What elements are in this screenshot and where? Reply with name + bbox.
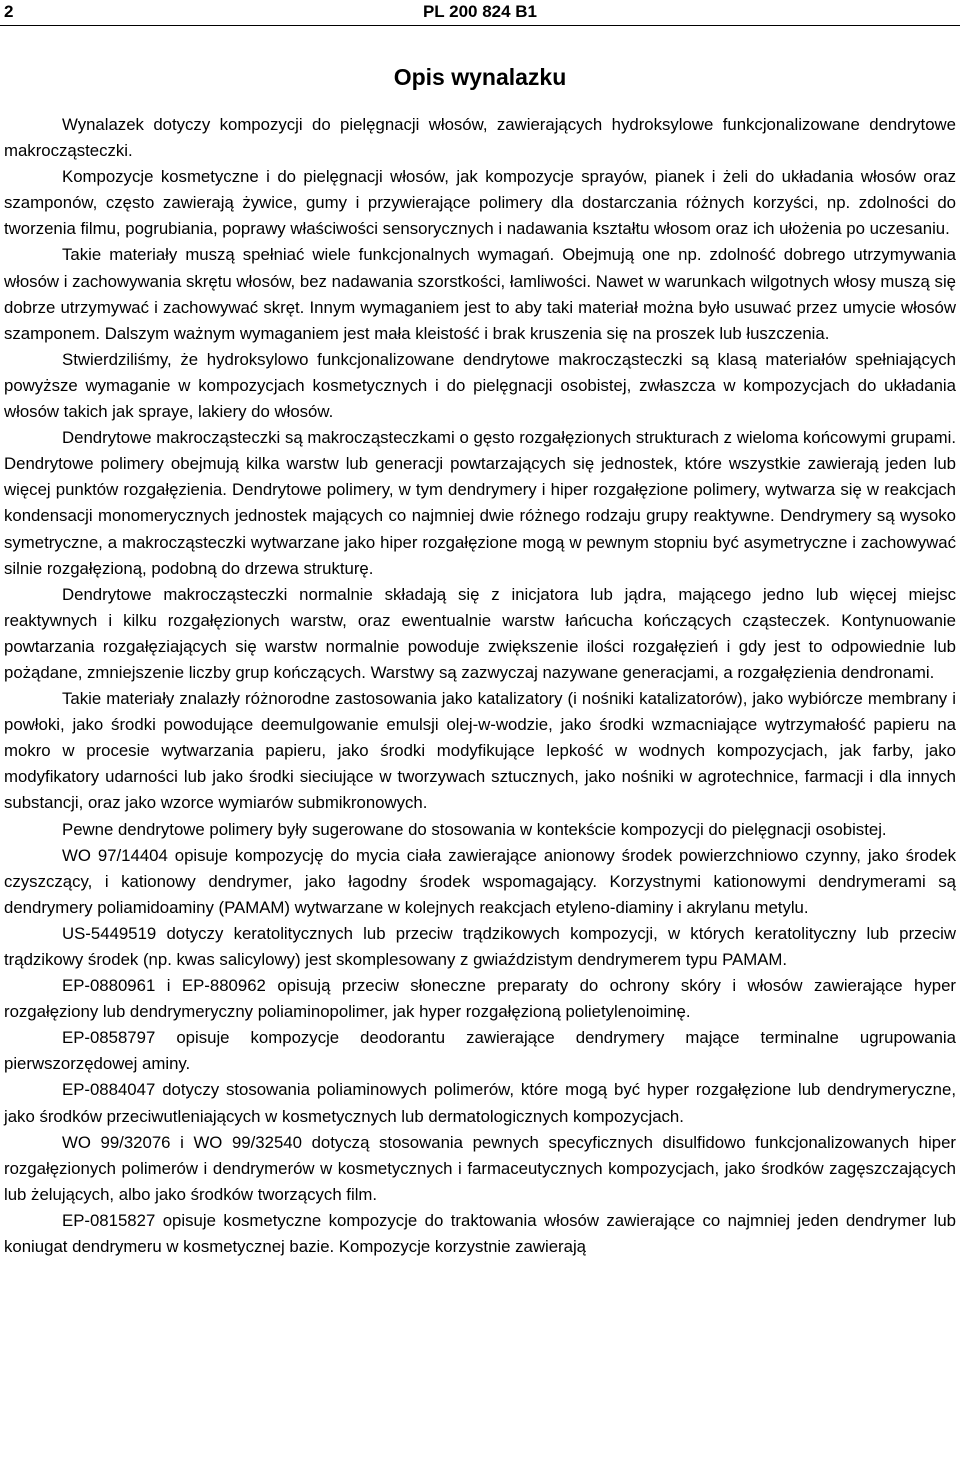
paragraph: WO 99/32076 i WO 99/32540 dotyczą stosowania pewnych specyficznych disulfidowo funkcjonalizowanych hiper rozgałęzionych polimerów i dendrymerów w kosmetycznych i farmaceutycznych kompozycjach, jako środków zagęszczających lub żelujących, albo jako środków tworzących film.	[4, 1132, 956, 1204]
paragraph: EP-0815827 opisuje kosmetyczne kompozycje do traktowania włosów zawierające co najmniej jeden dendrymer lub koniugat dendrymeru w kosmetycznej bazie. Kompozycje korzystnie zawierają	[4, 1210, 956, 1257]
paragraph: US-5449519 dotyczy keratolitycznych lub przeciw trądzikowych kompozycji, w których keratolityczny lub przeciw trądzikowy środek (np. kwas salicylowy) jest skomplesowany z gwiaździstym dendrymerem typu PAMAM.	[4, 923, 956, 969]
paragraph: EP-0884047 dotyczy stosowania poliaminowych polimerów, które mogą być hyper rozgałęzione lub dendrymeryczne, jako środków przeciwutleniających w kosmetycznych lub dermatologicznych kompozycjach.	[4, 1080, 956, 1126]
page-number: 2	[4, 2, 14, 21]
paragraph: Dendrytowe makrocząsteczki są makrocząsteczkami o gęsto rozgałęzionych strukturach z wieloma końcowymi grupami. Dendrytowe polimery obejmują kilka warstw lub generacji powtarzających się jednostek, które wszystkie zawierają jeden lub więcej punktów rozgałęzienia. Dendrytowe polimery, w tym dendrymery i hiper rozgałęzione polimery, wytwarza się w reakcjach kondensacji monomerycznych jednostek mających co najmniej dwie różnego rodzaju grupy reaktywne. Dendrymery są wysoko symetryczne, a makrocząsteczki wytwarzane jako hiper rozgałęzione mogą w pewnym stopniu być asymetryczne i zachowywać silnie rozgałęzioną, podobną do drzewa strukturę.	[4, 428, 956, 578]
document-title: Opis wynalazku	[393, 64, 567, 90]
paragraph: Takie materiały muszą spełniać wiele funkcjonalnych wymagań. Obejmują one np. zdolność dobrego utrzymywania włosów i zachowywania skrętu włosów, bez nadawania szorstkości, łamliwości. Nawet w warunkach wilgotnych włosy muszą się dobrze utrzymywać i zachowywać skręt. Innym wymaganiem jest to aby taki materiał można było usuwać przez umycie włosów szamponem. Dalszym ważnym wymaganiem jest mała kleistość i brak kruszenia się na proszek lub łuszczenia.	[4, 245, 956, 343]
paragraph: Pewne dendrytowe polimery były sugerowane do stosowania w kontekście kompozycji do pielęgnacji osobistej.	[62, 819, 887, 839]
paragraph: Dendrytowe makrocząsteczki normalnie składają się z inicjatora lub jądra, mającego jedno lub więcej miejsc reaktywnych i kilku rozgałęzionych warstw, oraz ewentualnie warstw łańcucha kończących cząsteczek. Kontynuowanie powtarzania rozgałęziających się warstw normalnie powoduje zwiększenie ilości rozgałęzień i gdy jest to odpowiednie lub pożądane, zmniejszenie liczby grup kończących. Warstwy są zazwyczaj nazywane generacjami, a rozgałęzienia dendronami.	[4, 584, 956, 682]
paragraph: EP-0858797 opisuje kompozycje deodorantu zawierające dendrymery mające terminalne ugrupowania pierwszorzędowej aminy.	[4, 1028, 956, 1074]
paragraph: Stwierdziliśmy, że hydroksylowo funkcjonalizowane dendrytowe makrocząsteczki są klasą materiałów spełniających powyższe wymaganie w kompozycjach kosmetycznych i do pielęgnacji osobistej, zwłaszcza w kompozycjach do układania włosów takich jak spraye, lakiery do włosów.	[4, 349, 956, 422]
header-divider	[0, 25, 960, 26]
paragraph: WO 97/14404 opisuje kompozycję do mycia ciała zawierające anionowy środek powierzchniowo czynny, jako środek czyszczący, i kationowy dendrymer, jako łagodny środek wspomagający. Korzystnymi kationowymi dendrymerami są dendrymery poliamidoaminy (PAMAM) wytwarzane w kolejnych reakcjach etyleno-diaminy i akrylanu metylu.	[4, 845, 956, 917]
paragraph: Takie materiały znalazły różnorodne zastosowania jako katalizatory (i nośniki katalizatorów), jako wybiórcze membrany i powłoki, jako środki powodujące deemulgowanie emulsji olej-w-wodzie, jako środki wzmacniające wytrzymałość papieru na mokro w procesie wytwarzania papieru, jako środki modyfikujące lepkość w wodnych kompozycjach, jak farby, jako modyfikatory udarności lub jako środki sieciujące w tworzywach sztucznych, jako nośniki w agrotechnice, farmacji i dla innych substancji, oraz jako wzorce wymiarów submikronowych.	[4, 689, 956, 813]
document-body	[4, 112, 956, 1260]
page-header	[0, 0, 960, 24]
paragraph: EP-0880961 i EP-880962 opisują przeciw słoneczne preparaty do ochrony skóry i włosów zawierające hyper rozgałęziony lub dendrymeryczny poliaminopolimer, jak hyper rozgałęzioną polietylenoiminę.	[4, 976, 956, 1022]
paragraph: Wynalazek dotyczy kompozycji do pielęgnacji włosów, zawierających hydroksylowe funkcjonalizowane dendrytowe makrocząsteczki.	[4, 115, 956, 161]
paragraph: Kompozycje kosmetyczne i do pielęgnacji włosów, jak kompozycje sprayów, pianek i żeli do układania włosów oraz szamponów, często zawierają żywice, gumy i przywierające polimery dla dostarczania różnych korzyści, np. zdolności do tworzenia filmu, pogrubiania, poprawy właściwości sensorycznych i nadawania kształtu włosom oraz ich ułożenia po uczesaniu.	[4, 167, 956, 239]
patent-number: PL 200 824 B1	[422, 2, 538, 21]
